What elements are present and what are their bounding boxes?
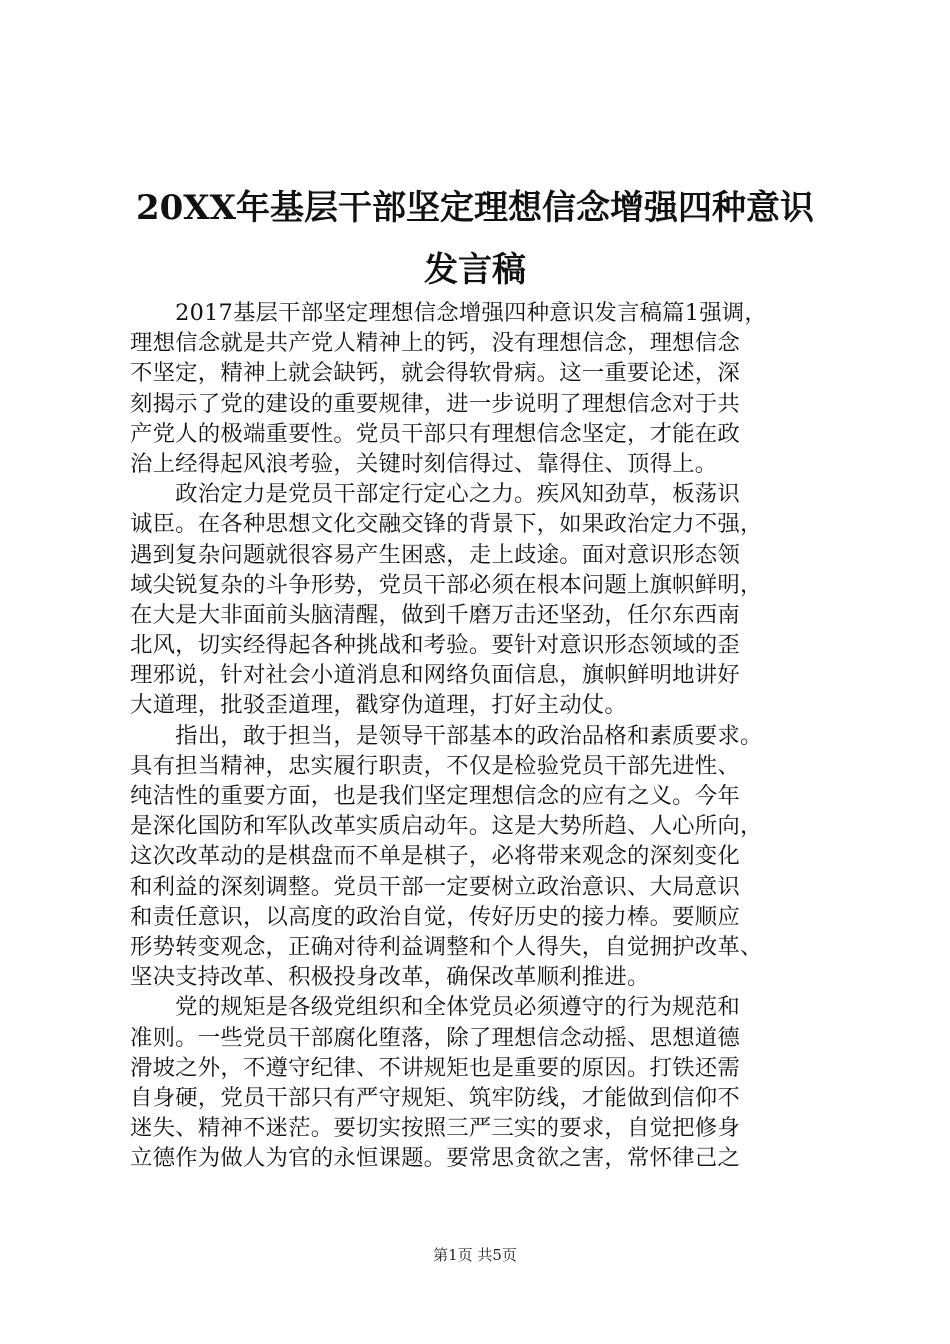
body-line: 指出，敢于担当，是领导干部基本的政治品格和素质要求。 [130,722,763,749]
body-line: 迷失、精神不迷茫。要切实按照三严三实的要求，自觉把修身 [130,1115,740,1142]
body-line: 和责任意识，以高度的政治自觉，传好历史的接力棒。要顺应 [130,903,740,930]
body-line: 具有担当精神，忠实履行职责，不仅是检验党员干部先进性、 [130,752,740,779]
body-line: 坚决支持改革、积极投身改革，确保改革顺利推进。 [130,964,650,991]
body-line: 产党人的极端重要性。党员干部只有理想信念坚定，才能在政 [130,420,740,447]
body-line: 是深化国防和军队改革实质启动年。这是大势所趋、人心所向， [130,813,763,840]
body-line: 理想信念就是共产党人精神上的钙，没有理想信念，理想信念 [130,330,740,357]
body-line: 在大是大非面前头脑清醒，做到千磨万击还坚劲，任尔东西南 [130,601,740,628]
body-line: 不坚定，精神上就会缺钙，就会得软骨病。这一重要论述，深 [130,360,740,387]
body-line: 滑坡之外，不遵守纪律、不讲规矩也是重要的原因。打铁还需 [130,1054,740,1081]
body-line: 大道理，批驳歪道理，戳穿伪道理，打好主动仗。 [130,692,627,719]
document-title-line-2: 发言稿 [424,250,526,290]
body-line: 理邪说，针对社会小道消息和网络负面信息，旗帜鲜明地讲好 [130,662,740,689]
page-footer: 第1页 共5页 [433,1246,517,1264]
document-title-line-1: 20XX年基层干部坚定理想信念增强四种意识 [135,188,815,228]
body-line: 纯洁性的重要方面，也是我们坚定理想信念的应有之义。今年 [130,783,740,809]
body-line: 北风，切实经得起各种挑战和考验。要针对意识形态领域的歪 [130,632,740,659]
body-line: 和利益的深刻调整。党员干部一定要树立政治意识、大局意识 [130,873,740,900]
body-line: 诚臣。在各种思想文化交融交锋的背景下，如果政治定力不强， [130,511,763,538]
body-line: 准则。一些党员干部腐化堕落，除了理想信念动摇、思想道德 [130,1024,740,1051]
body-line: 形势转变观念，正确对待利益调整和个人得失，自觉拥护改革、 [130,933,763,960]
body-line: 政治定力是党员干部定行定心之力。疾风知劲草，板荡识 [130,481,740,508]
body-line: 域尖锐复杂的斗争形势，党员干部必须在根本问题上旗帜鲜明， [130,571,763,598]
body-line: 刻揭示了党的建设的重要规律，进一步说明了理想信念对于共 [130,390,740,417]
body-line: 这次改革动的是棋盘而不单是棋子，必将带来观念的深刻变化 [130,843,740,870]
body-line: 2017基层干部坚定理想信念增强四种意识发言稿篇1强调， [130,300,767,326]
body-line: 遇到复杂问题就很容易产生困惑，走上歧途。面对意识形态领 [130,541,740,568]
body-line: 治上经得起风浪考验，关键时刻信得过、靠得住、顶得上。 [130,450,718,477]
body-line: 立德作为做人为官的永恒课题。要常思贪欲之害，常怀律己之 [130,1145,740,1172]
document-body [130,298,830,1173]
body-line: 自身硬，党员干部只有严守规矩、筑牢防线，才能做到信仰不 [130,1084,740,1111]
body-line: 党的规矩是各级党组织和全体党员必须遵守的行为规范和 [130,994,740,1021]
